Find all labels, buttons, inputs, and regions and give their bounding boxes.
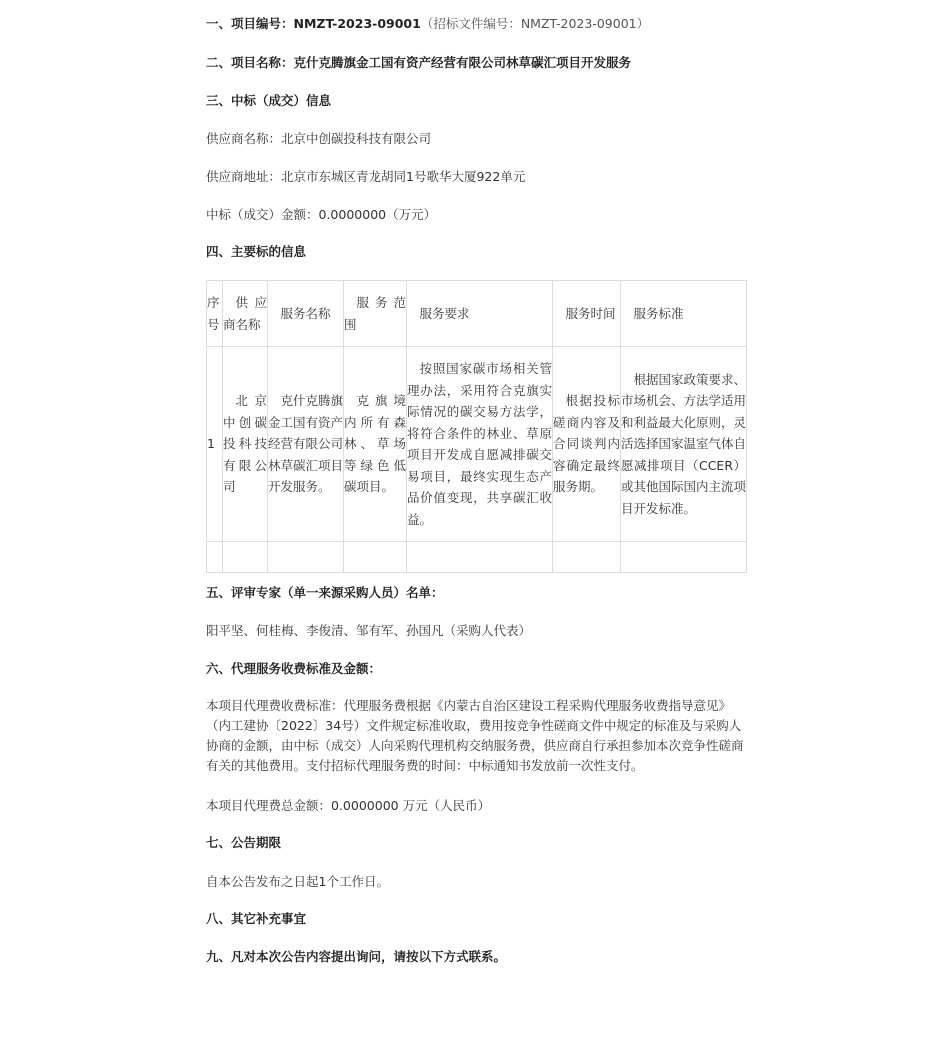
supplier-name: 供应商名称：北京中创碳投科技有限公司 [206,131,432,146]
supplier-address: 供应商地址：北京市东城区青龙胡同1号歌华大厦922单元 [206,169,526,184]
project-number-line [206,14,649,33]
agency-fee-total: 本项目代理费总金额：0.0000000 万元（人民币） [206,798,491,813]
project-number-label: 一、项目编号： [206,16,294,31]
cell-requirement: 按照国家碳市场相关管理办法，采用符合克旗实际情况的碳交易方法学，将符合条件的林业、草原项目开发成自愿减排碳交易项目，最终实现生态产品价值变现，共享碳汇收益。 [407,347,553,542]
header-requirement: 服务要求 [407,281,553,347]
experts-list: 阳平坚、何桂梅、李俊清、邹有军、孙国凡（采购人代表） [206,623,532,638]
empty-cell [344,542,407,573]
empty-cell [207,542,223,573]
agency-fee-standard: 本项目代理费收费标准：代理服务费根据《内蒙古自治区建设工程采购代理服务收费指导意见》（内工建协〔2022〕34号）文件规定标准收取，费用按竞争性磋商文件中规定的标准及与采购人协商的金额，由中标（成交）人向采购代理机构交纳服务费，供应商自行承担参加本次竞争性磋商有关的其他费用。支付招标代理服务费的时间：中标通知书发放前一次性支付。 [206,698,744,773]
notice-period-heading: 七、公告期限 [206,835,282,850]
tender-doc-number: （招标文件编号：NMZT-2023-09001） [420,16,650,31]
cell-serial: 1 [207,347,223,542]
table-empty-row [207,542,747,573]
header-serial: 序号 [207,281,223,347]
main-subject-heading: 四、主要标的信息 [206,244,307,259]
award-amount: 中标（成交）金额：0.0000000（万元） [206,207,437,222]
empty-cell [223,542,268,573]
header-scope: 服务范围 [344,281,407,347]
empty-cell [268,542,344,573]
cell-service-name: 克什克腾旗金工国有资产经营有限公司林草碳汇项目开发服务。 [268,347,344,542]
cell-time: 根据投标磋商内容及合同谈判内容确定最终服务期。 [553,347,621,542]
project-name-value: 克什克腾旗金工国有资产经营有限公司林草碳汇项目开发服务 [293,55,632,70]
contact-heading: 九、凡对本次公告内容提出询问，请按以下方式联系。 [206,949,507,964]
experts-heading: 五、评审专家（单一来源采购人员）名单： [206,585,444,600]
project-name-label: 二、项目名称： [206,55,294,70]
empty-cell [407,542,553,573]
cell-supplier: 北京中创碳投科技有限公司 [223,347,268,542]
header-service-name: 服务名称 [268,281,344,347]
header-supplier: 供应商名称 [223,281,268,347]
notice-period-value: 自本公告发布之日起1个工作日。 [206,874,389,889]
empty-cell [553,542,621,573]
table-header-row [207,281,747,347]
main-subject-table [206,280,747,573]
award-info-heading: 三、中标（成交）信息 [206,93,332,108]
project-name-line [206,53,631,72]
header-standard: 服务标准 [621,281,747,347]
project-number-value: NMZT-2023-09001 [293,16,421,31]
cell-standard: 根据国家政策要求、市场机会、方法学适用和利益最大化原则，灵活选择国家温室气体自愿减排项目（CCER）或其他国际国内主流项目开发标准。 [621,347,747,542]
other-matters-heading: 八、其它补充事宜 [206,911,307,926]
agency-fee-heading: 六、代理服务收费标准及金额： [206,661,382,676]
cell-scope: 克旗境内所有森林、草场等绿色低碳项目。 [344,347,407,542]
table-row [207,347,747,542]
header-time: 服务时间 [553,281,621,347]
empty-cell [621,542,747,573]
